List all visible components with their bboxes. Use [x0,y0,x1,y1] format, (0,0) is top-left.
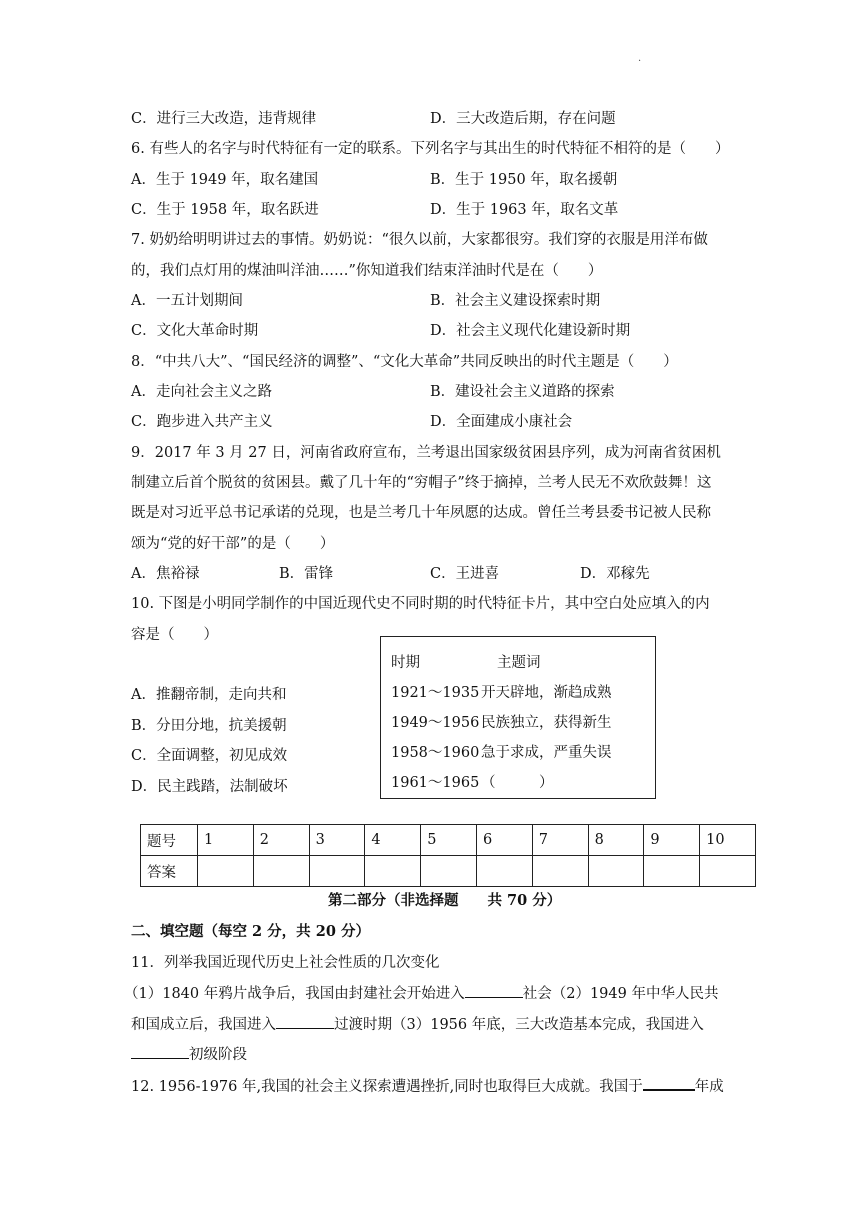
answer-cell[interactable] [476,856,532,887]
answer-table-number: 2 [253,825,309,856]
answer-table-number: 3 [309,825,365,856]
q5-option-d: D．三大改造后期，存在问题 [430,111,616,127]
q9-option-c: C．王进喜 [430,566,500,582]
q10-stem-line2: 容是（ ） [131,627,218,643]
q8-option-a: A．走向社会主义之路 [131,384,272,400]
q7-option-a: A．一五计划期间 [131,293,243,309]
q9-stem-line4: 颂为“党的好干部”的是（ ） [131,536,335,552]
q7-stem-line1: 7. 奶奶给明明讲过去的事情。奶奶说：“很久以前，大家都很穷。我们穿的衣服是用洋布做 [131,232,708,248]
q6-option-d: D．生于 1963 年，取名文革 [430,202,619,218]
q11-line2 [131,1014,704,1035]
card-header-theme: 主题词 [497,655,541,671]
answer-cell[interactable] [644,856,700,887]
answer-cell[interactable] [532,856,588,887]
q11-line3-text: 初级阶段 [189,1047,247,1063]
q5-option-c: C．进行三大改造，违背规律 [131,111,317,127]
answer-table-number: 8 [588,825,644,856]
fill-blank-3[interactable] [131,1044,189,1059]
q11-line1-text-a: （1）1840 年鸦片战争后，我国由封建社会开始进入 [124,986,465,1002]
q11-line1 [124,983,718,1004]
answer-cell[interactable] [309,856,365,887]
card-row [391,683,612,703]
fill-blank-1[interactable] [465,983,523,998]
q7-stem-line2: 的，我们点灯用的煤油叫洋油……”你知道我们结束洋油时代是在（ ） [131,263,603,279]
card-header-period: 时期 [391,655,420,671]
q11-line2-text-b: 过渡时期（3）1956 年底，三大改造基本完成，我国进入 [334,1017,704,1033]
card-row [391,743,612,763]
q7-option-b: B．社会主义建设探索时期 [430,293,601,309]
answer-table-number: 9 [644,825,700,856]
q11-stem: 11．列举我国近现代历史上社会性质的几次变化 [131,955,440,971]
q8-option-c: C．跑步进入共产主义 [131,414,273,430]
q8-option-d: D．全面建成小康社会 [430,414,573,430]
answer-table-number: 4 [365,825,421,856]
fill-blank-4[interactable] [643,1075,695,1091]
answer-table-number: 10 [700,825,756,856]
answer-table-number: 5 [421,825,477,856]
card-row [391,773,554,793]
answer-table-answer-row [141,856,756,887]
card-row-theme: （ ） [481,775,554,791]
answer-table [140,824,756,887]
page-mark: · [638,56,642,67]
answer-table-number: 7 [532,825,588,856]
fill-blank-2[interactable] [276,1014,334,1029]
q11-line2-text-a: 和国成立后，我国进入 [131,1017,276,1033]
card-row-period: 1949～1956 [391,715,480,731]
q6-option-b: B．生于 1950 年，取名援朝 [430,172,618,188]
part2-title: 第二部分（非选择题 共 70 分） [328,892,562,909]
section2-title: 二、填空题（每空 2 分，共 20 分） [131,923,370,940]
q10-option-c: C．全面调整，初见成效 [131,748,288,764]
answer-table-number-row [141,825,756,856]
answer-table-header: 题号 [141,825,198,856]
q9-option-d: D．邓稼先 [580,566,650,582]
answer-table-number: 6 [476,825,532,856]
answer-cell[interactable] [365,856,421,887]
q10-option-b: B．分田分地，抗美援朝 [131,718,287,734]
answer-table-header: 答案 [141,856,198,887]
q6-option-c: C．生于 1958 年，取名跃进 [131,202,319,218]
era-feature-card [380,636,656,799]
q6-option-a: A．生于 1949 年，取名建国 [131,172,319,188]
card-row-theme: 开天辟地，渐趋成熟 [481,685,612,701]
q11-line1-text-b: 社会（2）1949 年中华人民共 [522,986,719,1002]
answer-cell[interactable] [700,856,756,887]
answer-cell[interactable] [253,856,309,887]
q9-stem-line2: 制建立后首个脱贫的贫困县。戴了几十年的“穷帽子”终于摘掉，兰考人民无不欢欣鼓舞！这 [131,475,712,491]
q12-line1 [131,1075,724,1097]
answer-table-number: 1 [198,825,254,856]
q10-option-a: A．推翻帝制，走向共和 [131,687,287,703]
q9-stem-line1: 9．2017 年 3 月 27 日，河南省政府宣布，兰考退出国家级贫困县序列，成为河南省贫困机 [131,445,721,461]
card-row-theme: 民族独立，获得新生 [481,715,612,731]
q10-option-d: D．民主践踏，法制破坏 [131,779,288,795]
q7-option-d: D．社会主义现代化建设新时期 [430,323,631,339]
card-header [391,653,541,673]
q12-text-a: 12. 1956-1976 年,我国的社会主义探索遭遇挫折,同时也取得巨大成就。我国于 [131,1079,643,1095]
q11-line3 [131,1044,247,1065]
q10-stem-line1: 10. 下图是小明同学制作的中国近现代史不同时期的时代特征卡片，其中空白处应填入的内 [131,596,710,612]
answer-cell[interactable] [588,856,644,887]
q9-stem-line3: 既是对习近平总书记承诺的兑现，也是兰考几十年夙愿的达成。曾任兰考县委书记被人民称 [131,505,711,521]
card-row-period: 1961～1965 [391,775,480,791]
q9-option-b: B．雷锋 [279,566,334,582]
q9-option-a: A．焦裕禄 [131,566,200,582]
q7-option-c: C．文化大革命时期 [131,323,259,339]
q8-stem: 8．“中共八大”、“国民经济的调整”、“文化大革命”共同反映出的时代主题是（ ） [131,354,678,370]
card-row [391,713,612,733]
answer-cell[interactable] [421,856,477,887]
card-row-period: 1958～1960 [391,745,480,761]
card-row-period: 1921～1935 [391,685,480,701]
card-row-theme: 急于求成，严重失误 [481,745,612,761]
q6-stem: 6. 有些人的名字与时代特征有一定的联系。下列名字与其出生的时代特征不相符的是（ ） [131,141,730,157]
q8-option-b: B．建设社会主义道路的探索 [430,384,615,400]
q12-text-b: 年成 [694,1079,724,1095]
answer-cell[interactable] [198,856,254,887]
